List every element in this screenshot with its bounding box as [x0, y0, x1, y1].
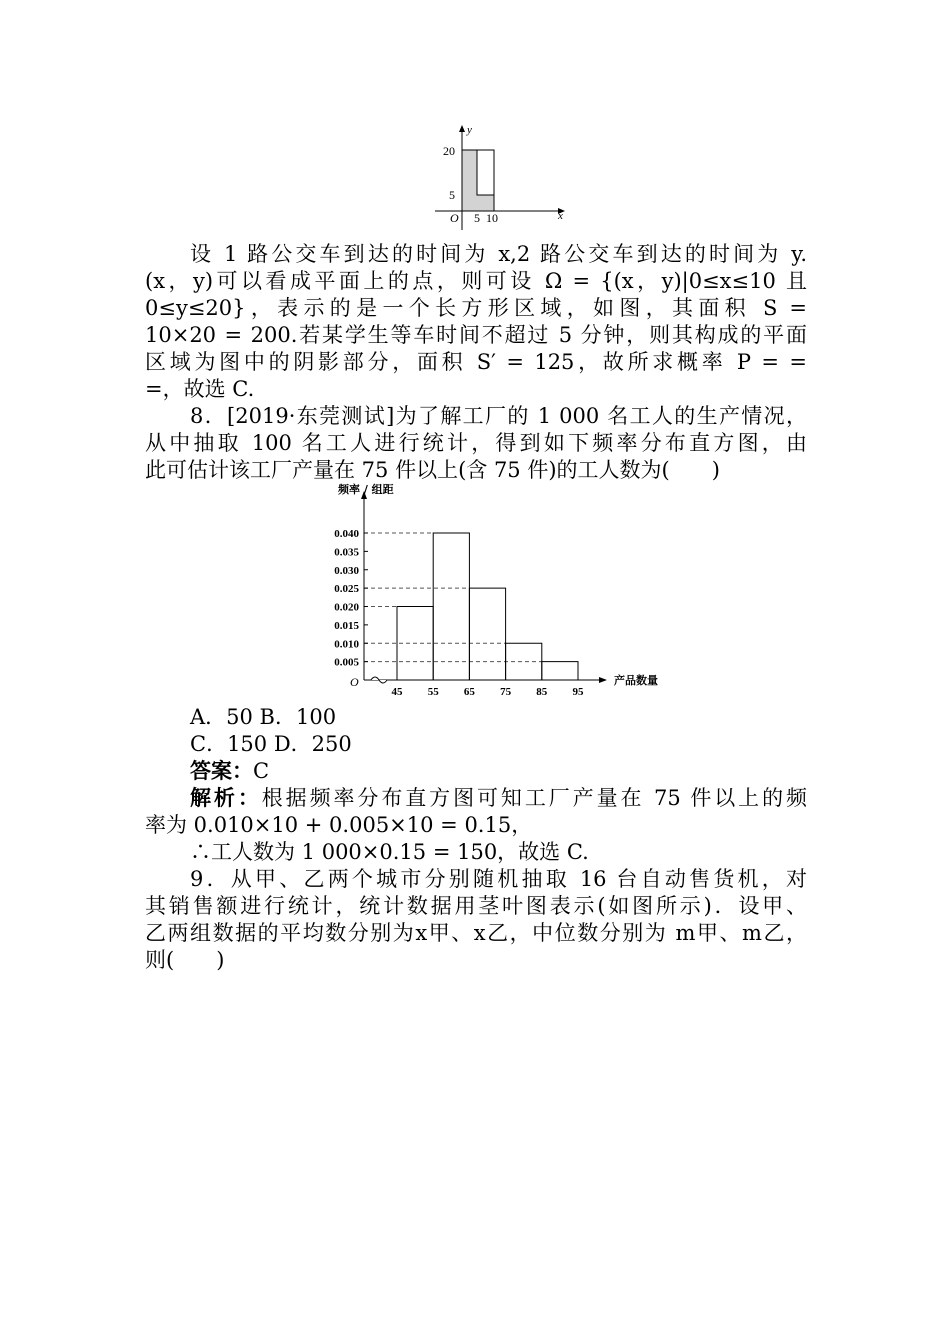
analysis-line-3: ∴工人数为 1 000×0.15 = 150，故选 C. — [190, 840, 589, 864]
paragraph-1-line-2: (x，y)可以看成平面上的点，则可设 Ω = {(x，y)|0≤x≤10 且 — [145, 269, 807, 293]
options-c-d: C．150 D．250 — [190, 732, 352, 756]
question-8-line-2: 从中抽取 100 名工人进行统计，得到如下频率分布直方图，由 — [145, 431, 807, 455]
y-axis-label: y — [467, 124, 472, 136]
shade-boundary — [477, 150, 494, 195]
histogram-y-label: 频率 / 组距 — [338, 483, 394, 496]
answer-label: 答案： — [190, 758, 253, 783]
y-tick-label-7: 0.005 — [334, 656, 359, 669]
histogram-bar-65-75 — [469, 588, 505, 680]
paragraph-1-line-4: 10×20 = 200.若某学生等车时间不超过 5 分钟，则其构成的平面 — [145, 323, 807, 347]
histogram-x-axis-arrow — [599, 677, 607, 683]
axis-break-mark — [371, 677, 387, 683]
region-diagram — [0, 120, 950, 230]
x-tick-label-0: 45 — [391, 686, 403, 698]
paragraph-1-line-6: =，故选 C. — [145, 377, 255, 401]
analysis-line-2: 率为 0.010×10 + 0.005×10 = 0.15， — [145, 813, 533, 837]
y-tick-20: 20 — [443, 144, 455, 158]
histogram-bar-85-95 — [542, 662, 578, 680]
y-tick-label-6: 0.010 — [334, 638, 359, 651]
paragraph-1-line-1: 设 1 路公交车到达的时间为 x,2 路公交车到达的时间为 y. — [190, 242, 807, 266]
x-tick-5: 5 — [474, 211, 480, 225]
question-9-line-4: 则( ) — [145, 948, 225, 972]
analysis-label: 解析： — [190, 785, 262, 810]
question-9-line-3: 乙两组数据的平均数分别为x甲、x乙，中位数分别为 m甲、m乙， — [145, 921, 807, 945]
origin-label: O — [450, 211, 459, 225]
frequency-histogram — [0, 478, 950, 698]
question-8-line-1: 8．[2019·东莞测试]为了解工厂的 1 000 名工人的生产情况， — [190, 404, 807, 428]
y-tick-label-3: 0.025 — [334, 583, 359, 596]
x-tick-label-4: 85 — [536, 686, 548, 698]
x-tick-label-5: 95 — [572, 686, 584, 698]
y-tick-label-4: 0.020 — [334, 601, 359, 614]
paragraph-1-line-5: 区域为图中的阴影部分，面积 S′ = 125，故所求概率 P = = — [145, 350, 807, 374]
answer-value: C — [253, 759, 270, 783]
x-tick-label-3: 75 — [500, 686, 512, 698]
y-tick-label-0: 0.040 — [334, 528, 359, 540]
y-axis-arrow — [459, 125, 465, 132]
y-tick-5: 5 — [449, 188, 455, 202]
options-a-b: A．50 B．100 — [190, 705, 337, 729]
x-tick-label-1: 55 — [427, 686, 439, 698]
x-tick-10: 10 — [486, 211, 498, 225]
y-tick-label-5: 0.015 — [334, 619, 359, 632]
question-8-line-3: 此可估计该工厂产量在 75 件以上(含 75 件)的工人数为( ) — [145, 458, 720, 482]
y-tick-label-1: 0.035 — [334, 546, 359, 559]
y-tick-label-2: 0.030 — [334, 564, 359, 577]
question-9-line-1: 9．从甲、乙两个城市分别随机抽取 16 台自动售货机，对 — [190, 867, 807, 891]
analysis-text-1: 根据频率分布直方图可知工厂产量在 75 件以上的频 — [261, 786, 808, 810]
question-9-line-2: 其销售额进行统计，统计数据用茎叶图表示(如图所示)．设甲、 — [145, 894, 807, 918]
paragraph-1-line-3: 0≤y≤20}，表示的是一个长方形区域，如图，其面积 S = — [145, 296, 807, 320]
histogram-x-label: 产品数量 — [614, 674, 658, 687]
shaded-region — [462, 150, 494, 211]
answer-line — [190, 758, 807, 784]
analysis-line-1 — [190, 785, 807, 811]
histogram-origin-label: O — [350, 675, 359, 689]
x-tick-label-2: 65 — [463, 686, 475, 698]
histogram-bar-55-65 — [433, 533, 469, 680]
x-axis-label: x — [558, 210, 563, 222]
